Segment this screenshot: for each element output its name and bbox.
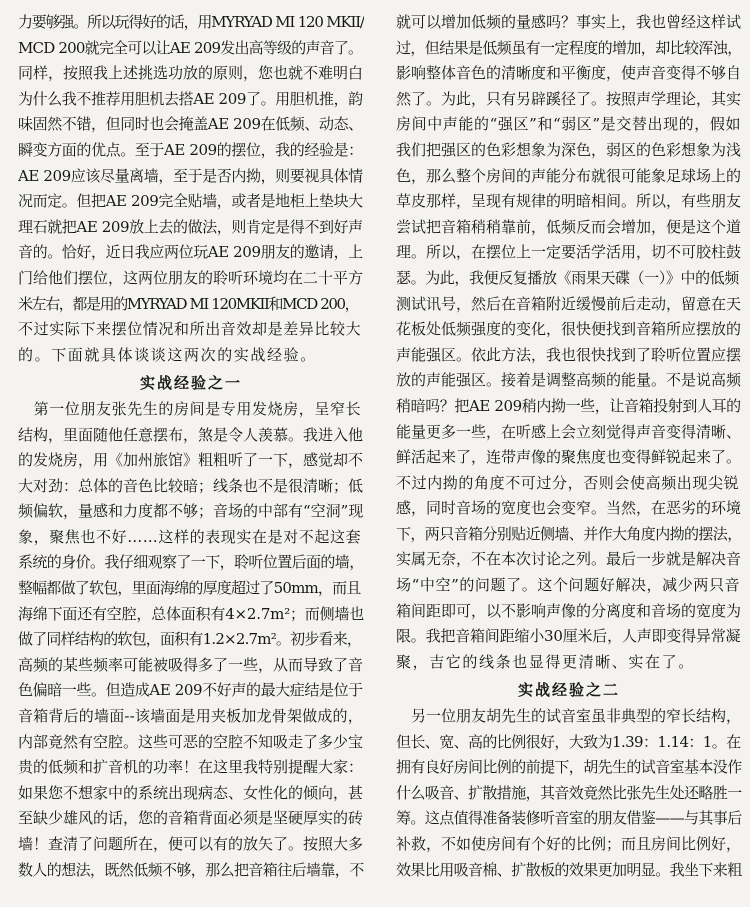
text-line: 墙！查清了问题所在，便可以有的放矢了。按照大多	[18, 835, 364, 853]
text-line: 影响整体音色的清晰度和平衡度，使声音变得不够自	[396, 64, 742, 83]
text-line: 味固然不错，但同时也会掩盖AE 209在低频、动态、	[18, 115, 363, 134]
text-line: 什么吸音、扩散措施，其音效竟然比张先生处还略胜一	[396, 783, 742, 802]
text-line: 做了同样结构的软包，面积有1.2×2.7m²。初步看来，	[18, 630, 362, 649]
text-line: 理。所以，在摆位上一定要活学活用，切不可胶柱鼓	[396, 243, 742, 262]
text-line: 限。我把音箱间距缩小30厘米后，人声即变得异常凝	[396, 627, 741, 646]
text-line: 然了。为此，只有另辟蹊径了。按照声学理论，其实	[396, 89, 742, 108]
text-line: 第一位朋友张先生的房间是专用发烧房，呈窄长	[18, 399, 362, 418]
text-line: 门给他们摆位，这两位朋友的聆听环境均在二十平方	[18, 268, 364, 287]
text-line: 至缺少雄风的话，您的音箱背面必须是坚硬厚实的砖	[18, 809, 364, 828]
text-line: 瑟。为此，我便反复播放《雨果天碟（一）》中的低频	[396, 268, 739, 287]
text-line: 声能强区。依此方法，我也很快找到了聆听位置应摆	[396, 345, 742, 364]
text-line: 瞬变方面的优点。至于AE 209的摆位，我的经验是：	[18, 140, 363, 159]
text-line: 贵的低频和扩音机的功率！在这里我特别提醒大家：	[18, 758, 364, 777]
text-line: 系统的身价。我仔细观察了一下，聆听位置后面的墙，	[18, 553, 364, 572]
text-line: 场“中空”的问题了。这个问题好解决，减少两只音	[396, 576, 741, 595]
text-line: 内部竟然有空腔。这些可恶的空腔不知吸走了多少宝	[18, 732, 364, 751]
text-line: 力要够强。所以玩得好的话，用MYRYAD MI 120 MKII/	[18, 13, 364, 31]
text-line: 尝试把音箱稍稍靠前，低频反而会增加，便是这个道	[396, 217, 742, 236]
text-line: 况而定。但把AE 209完全贴墙，或者是地柜上垫块大	[18, 192, 363, 211]
text-line: 测试讯号，然后在音箱附近缓慢前后走动，留意在天	[396, 294, 742, 313]
text-line: MCD 200就完全可以让AE 209发出高等级的声音了。	[18, 38, 363, 57]
left-column	[18, 10, 364, 883]
text-line: 为什么我不推荐用胆机去搭AE 209了。用胆机推，韵	[18, 89, 363, 108]
text-line: 的发烧房，用《加州旅馆》粗粗听了一下，感觉却不	[18, 451, 364, 470]
text-line: 音箱背后的墙面--该墙面是用夹板加龙骨架做成的，	[18, 707, 363, 726]
text-line: 不过实际下来摆位情况和所出音效却是差异比较大	[18, 320, 362, 339]
text-line: 另一位朋友胡先生的试音室虽非典型的窄长结构，	[396, 707, 742, 726]
text-line: 我们把强区的色彩想象为深色，弱区的色彩想象为浅	[396, 140, 742, 159]
text-line: 放的声能强区。接着是调整高频的能量。不是说高频	[396, 371, 742, 390]
text-line: 拥有良好房间比例的前提下，胡先生的试音室基本没作	[396, 758, 742, 777]
text-line: 房间中声能的“强区”和“弱区”是交替出现的，假如	[396, 115, 742, 134]
text-line: 下，两只音箱分别贴近侧墙、并作大角度内拗的摆法，	[396, 524, 742, 543]
text-line: 象，聚焦也不好……这样的表现实在是对不起这套	[18, 527, 362, 546]
text-line: 米左右，都是用的MYRYAD MI 120MKII和MCD 200，	[18, 294, 359, 313]
text-line: 如果您不想家中的系统出现病态、女性化的倾向，甚	[18, 783, 364, 802]
text-line: 结构，里面随他任意摆布，煞是令人羡慕。我进入他	[18, 425, 364, 444]
text-line: 补救，不如使房间有个好的比例；而且房间比例好，	[396, 835, 742, 853]
text-line: 数人的想法，既然低频不够，那么把音箱往后墙靠，不	[18, 860, 364, 879]
text-line: AE 209应该尽量离墙，至于是否内拗，则要视具体情	[18, 166, 363, 185]
text-line: 的。下面就具体谈谈这两次的实战经验。	[18, 345, 317, 364]
section-heading-two: 实战经验之二	[517, 681, 620, 700]
text-line: 色，那么整个房间的声能分布就很可能象足球场上的	[396, 166, 742, 185]
text-line: 就可以增加低频的量感吗？事实上，我也曾经这样试	[396, 13, 742, 31]
right-paragraph-block	[396, 10, 742, 675]
text-line: 感，同时音场的宽度也会变窄。当然，在恶劣的环境	[396, 499, 742, 518]
text-line: 过，但结果是低频虽有一定程度的增加，却比较浑浊，	[396, 38, 742, 57]
left-section-body	[18, 397, 364, 883]
text-line: 理石就把AE 209放上去的做法，则肯定是得不到好声	[18, 217, 363, 236]
text-line: 稍暗吗？把AE 209稍内拗一些，让音箱投射到人耳的	[396, 396, 741, 415]
text-line: 同样，按照我上述挑选功放的原则，您也就不难明白	[18, 64, 364, 83]
text-line: 能量更多一些，在听感上会立刻觉得声音变得清晰、	[396, 422, 742, 441]
text-line: 高频的某些频率可能被吸得多了一些，从而导致了音	[18, 655, 364, 674]
text-line: 但长、宽、高的比例很好，大致为1.39：1.14：1。在	[396, 732, 741, 751]
right-section-body	[396, 704, 742, 883]
text-line: 频偏软，量感和力度都不够；音场的中部有“空洞”现	[18, 502, 364, 521]
text-line: 筹。这点值得准备装修听音室的朋友借鉴——与其事后	[396, 809, 742, 828]
text-line: 整幅都做了软包，里面海绵的厚度超过了50mm，而且	[18, 579, 361, 598]
text-line: 草皮那样，呈现有规律的明暗相间。所以，有些朋友	[396, 192, 742, 211]
text-line: 大对劲：总体的音色比较暗；线条也不是很清晰；低	[18, 476, 364, 495]
text-line: 音的。恰好，近日我应两位玩AE 209朋友的邀请，上	[18, 243, 363, 262]
right-column	[396, 10, 742, 883]
text-line: 不过内拗的角度不可过分，否则会使高频出现尖锐	[396, 473, 740, 492]
section-heading-one: 实战经验之一	[139, 374, 242, 393]
text-line: 鲜活起来了，连带声像的聚焦度也变得鲜锐起来了。	[396, 448, 742, 467]
left-paragraph-block	[18, 10, 364, 368]
text-line: 花板处低频强度的变化，很快便找到音箱所应摆放的	[396, 320, 742, 339]
text-line: 聚，吉它的线条也显得更清晰、实在了。	[396, 652, 695, 671]
text-line: 实属无奈，不在本次讨论之列。最后一步就是解决音	[396, 550, 742, 569]
text-line: 海绵下面还有空腔，总体面积有4×2.7m²；而侧墙也	[18, 604, 364, 623]
text-line: 色偏暗一些。但造成AE 209不好声的最大症结是位于	[18, 681, 363, 700]
text-line: 效果比用吸音棉、扩散板的效果更加明显。我坐下来粗	[396, 860, 742, 879]
text-line: 箱间距即可，以不影响声像的分离度和音场的宽度为	[396, 601, 742, 620]
